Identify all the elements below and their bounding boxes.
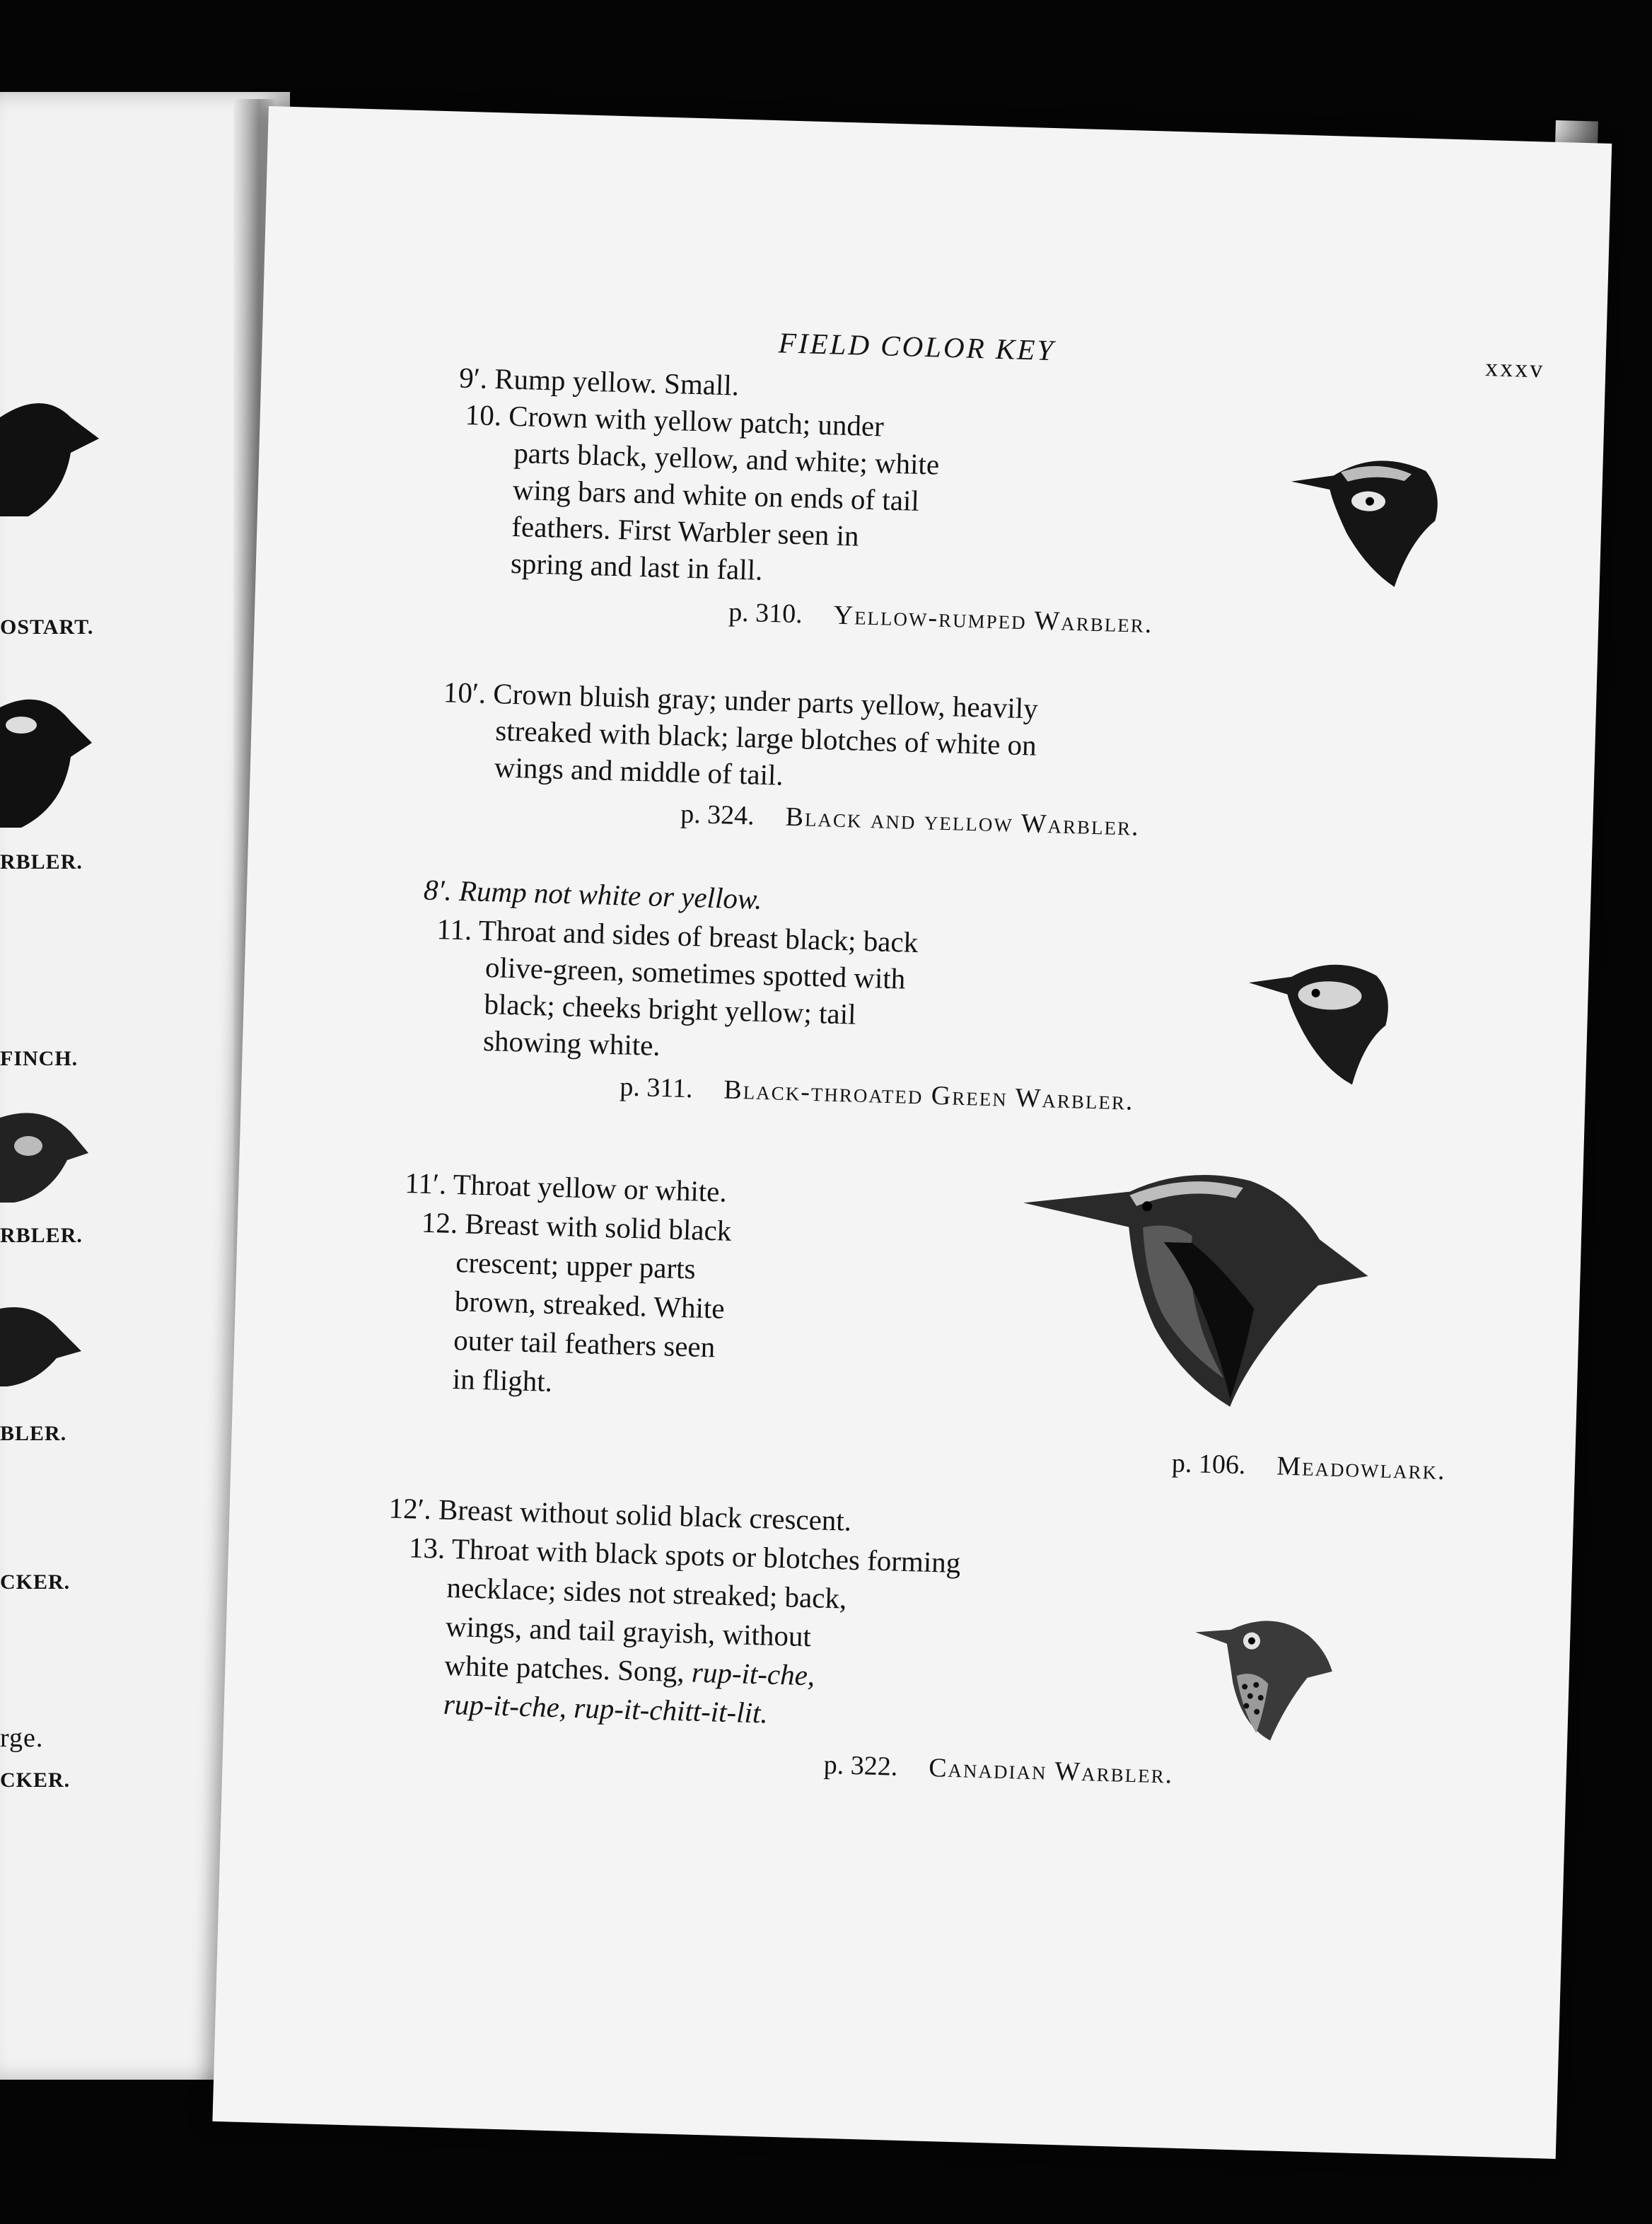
entry-12-page-ref: p. 106. — [1171, 1448, 1246, 1481]
entry-13-reference — [823, 1749, 1174, 1790]
entry-13-page-ref: p. 322. — [823, 1749, 898, 1782]
left-fragment-4: RBLER. — [0, 1224, 83, 1247]
entry-11-line-3: black; cheeks bright yellow; tail — [484, 988, 857, 1031]
yellow-rumped-warbler-head-illustration — [1288, 432, 1455, 599]
left-fragment-3: FINCH. — [0, 1047, 78, 1070]
entry-13-song-b: rup-it-che, rup-it-chitt-it-lit. — [443, 1687, 769, 1730]
canadian-warbler-head-illustration — [1192, 1604, 1338, 1749]
running-title: FIELD COLOR KEY — [778, 326, 1056, 367]
entry-13-line-1: 13. Throat with black spots or blotches forming — [408, 1531, 961, 1580]
entry-11-line-1: 11. Throat and sides of breast black; back — [436, 913, 919, 959]
entry-11-bird-name: Black-throated Green Warbler. — [723, 1075, 1135, 1116]
entry-12-prime: 12′. Breast without solid black crescent. — [388, 1491, 852, 1537]
entry-12-line-3: brown, streaked. White — [454, 1285, 726, 1325]
entry-13-line-4-text: white patches. Song, — [443, 1648, 685, 1689]
entry-10-prime-line-3: wings and middle of tail. — [494, 751, 784, 792]
entry-12-line-5: in flight. — [452, 1362, 553, 1398]
entry-9-prime: 9′. Rump yellow. Small. — [458, 361, 740, 402]
entry-11-line-4: showing white. — [482, 1024, 661, 1062]
left-fragment-7: rge. — [0, 1723, 44, 1753]
entry-13-line-3: wings, and tail grayish, without — [445, 1609, 812, 1653]
left-bird-head-1 — [0, 375, 99, 608]
entry-10-bird-name: Yellow-rumped Warbler. — [833, 600, 1153, 639]
entry-11-reference — [620, 1071, 1134, 1116]
entry-11-line-2: olive-green, sometimes spotted with — [484, 951, 906, 995]
left-fragment-8: CKER. — [0, 1768, 71, 1792]
right-page — [212, 106, 1612, 2159]
entry-10-prime-line-1: 10′. Crown bluish gray; under parts yellow, heavily — [443, 676, 1039, 725]
meadowlark-head-illustration — [1017, 1160, 1378, 1432]
entry-10-prime-bird-name: Black and yellow Warbler. — [785, 801, 1141, 842]
entry-10-prime-line-2: streaked with black; large blotches of white on — [494, 714, 1037, 762]
entry-12-bird-name: Meadowlark. — [1276, 1451, 1447, 1486]
entry-10-line-1: 10. Crown with yellow patch; under — [465, 398, 885, 443]
entry-10-line-4: feathers. First Warbler seen in — [511, 509, 860, 552]
field-color-key-content — [388, 318, 1545, 1790]
left-fragment-5: BLER. — [0, 1422, 67, 1445]
entry-10-line-5: spring and last in fall. — [510, 546, 764, 586]
entry-11-page-ref: p. 311. — [619, 1072, 694, 1104]
entry-10-prime-page-ref: p. 324. — [680, 799, 755, 831]
left-fragment-1: OSTART. — [0, 615, 94, 639]
entry-8-prime: 8′. Rump not white or yellow. — [423, 873, 763, 915]
left-bird-head-3 — [0, 1104, 92, 1210]
entry-13-bird-name: Canadian Warbler. — [928, 1752, 1174, 1790]
entry-10-page-ref: p. 310. — [728, 597, 803, 630]
black-throated-green-warbler-head-illustration — [1246, 940, 1406, 1093]
left-fragment-6: CKER. — [0, 1570, 71, 1594]
entry-10-line-3: wing bars and white on ends of tail — [512, 473, 920, 517]
page-number: xxxv — [1484, 353, 1545, 383]
entry-13-song-a: rup-it-che, — [691, 1655, 815, 1692]
entry-11-prime: 11′. Throat yellow or white. — [404, 1166, 728, 1208]
entry-10-prime-reference — [680, 799, 1140, 842]
entry-12-line-1: 12. Breast with solid black — [421, 1205, 732, 1247]
entry-13-line-2: necklace; sides not streaked; back, — [446, 1570, 847, 1615]
left-bird-head-4 — [0, 1302, 85, 1394]
entry-12-line-4: outer tail feathers seen — [453, 1323, 716, 1364]
left-fragment-2: RBLER. — [0, 850, 83, 874]
entry-12-reference — [1171, 1447, 1446, 1486]
entry-10-reference — [728, 596, 1153, 639]
entry-12-line-2: crescent; upper parts — [455, 1246, 697, 1285]
left-bird-head-2 — [0, 686, 99, 842]
entry-10-line-2: parts black, yellow, and white; white — [513, 436, 940, 481]
